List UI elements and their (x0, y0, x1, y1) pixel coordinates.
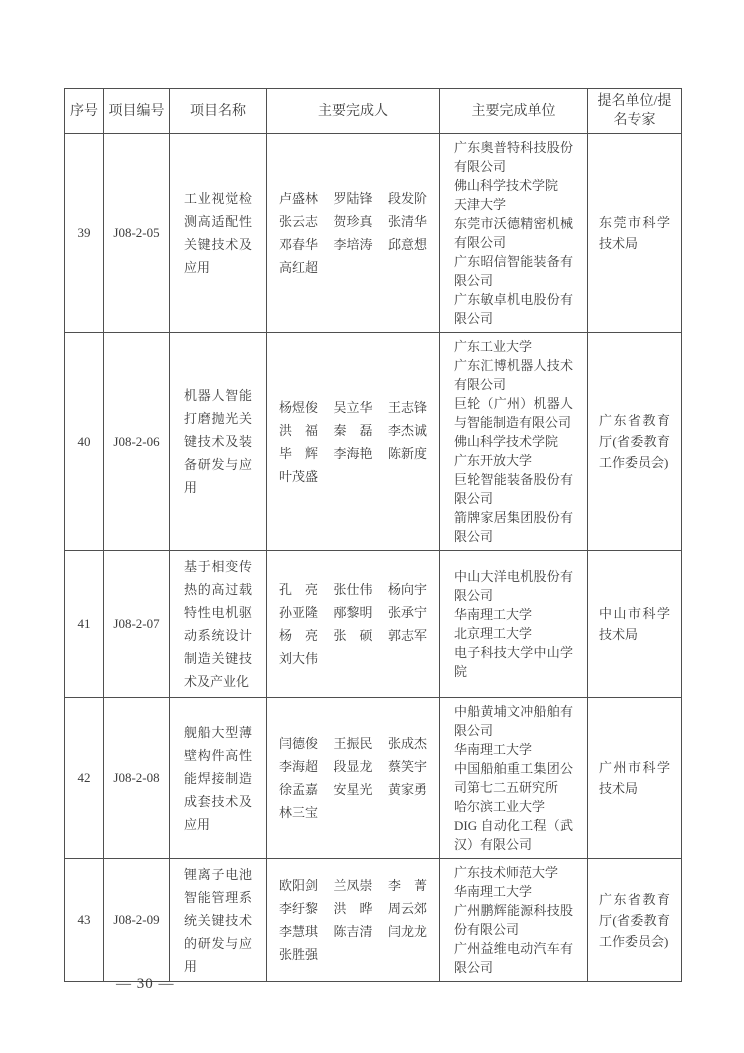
completer-name: 兰凤崇 (333, 878, 373, 893)
units-cell (440, 551, 588, 698)
header-completers: 主要完成人 (267, 89, 440, 134)
unit-name: 佛山科学技术学院 (454, 434, 559, 449)
completer-line (279, 210, 427, 233)
completer-line (279, 647, 427, 670)
project-code-cell: J08-2-08 (104, 698, 170, 859)
completer-line (279, 943, 427, 966)
completer-name: 孔 亮 (279, 582, 319, 597)
completer-name: 陈吉清 (333, 924, 373, 939)
completer-line (279, 601, 427, 624)
table-header (65, 89, 682, 134)
completer-name: 李海艳 (333, 445, 373, 461)
unit-name: 天津大学 (454, 197, 507, 212)
completers-cell (267, 134, 440, 333)
unit-name: 中船黄埔文冲船舶有限公司 (454, 704, 573, 738)
unit-name: 广东昭信智能装备有限公司 (454, 254, 573, 288)
completer-name: 陈新度 (387, 445, 427, 461)
completers-cell (267, 551, 440, 698)
completer-line (279, 396, 427, 419)
unit-name: 华南理工大学 (454, 884, 533, 899)
unit-name: 中山大洋电机股份有限公司 (454, 569, 573, 603)
completer-name: 洪 福 (279, 422, 319, 438)
table-row (65, 698, 682, 859)
units-cell (440, 134, 588, 333)
completer-name: 段显龙 (333, 759, 373, 774)
completer-name: 徐孟嘉 (279, 782, 319, 797)
header-units: 主要完成单位 (440, 89, 588, 134)
completer-name: 郭志军 (387, 628, 427, 643)
completer-name: 杨 亮 (279, 628, 319, 643)
nominator-cell: 广东省教育厅(省委教育工作委员会) (588, 859, 682, 982)
completer-name: 张 硕 (333, 628, 373, 643)
units-cell (440, 698, 588, 859)
completer-name: 张承宁 (387, 605, 427, 620)
completer-name: 李海超 (279, 759, 319, 774)
completer-line (279, 442, 427, 465)
completer-name: 吴立华 (333, 399, 373, 415)
completer-name: 邴黎明 (333, 605, 373, 620)
nominator-cell: 广东省教育厅(省委教育工作委员会) (588, 333, 682, 551)
completer-name: 高红超 (279, 260, 319, 275)
project-name-cell: 锂离子电池智能管理系统关键技术的研发与应用 (170, 859, 267, 982)
unit-name: 广东奥普特科技股份有限公司 (454, 140, 573, 174)
completer-name: 闫德俊 (279, 736, 319, 751)
completer-name: 李培涛 (333, 237, 373, 252)
completer-name: 张清华 (387, 214, 427, 229)
table-row (65, 134, 682, 333)
completer-name: 张仕伟 (333, 582, 373, 597)
completer-name: 李杰诚 (387, 422, 427, 438)
table-row (65, 333, 682, 551)
unit-name: 哈尔滨工业大学 (454, 799, 546, 814)
completer-name: 欧阳剑 (279, 878, 319, 893)
completer-name: 贺珍真 (333, 214, 373, 229)
completer-name: 杨煜俊 (279, 399, 319, 415)
unit-name: 广东技术师范大学 (454, 865, 559, 880)
completer-name: 安星光 (333, 782, 373, 797)
completer-name: 张云志 (279, 214, 319, 229)
completer-name: 刘大伟 (279, 651, 319, 666)
completer-name: 张成杰 (387, 736, 427, 751)
completer-line (279, 624, 427, 647)
unit-name: 巨轮（广州）机器人与智能制造有限公司 (454, 396, 573, 430)
header-project-code: 项目编号 (104, 89, 170, 134)
completer-name: 卢盛林 (279, 191, 319, 206)
awards-table (64, 88, 682, 982)
completer-name: 张胜强 (279, 947, 319, 962)
unit-name: 箭牌家居集团股份有限公司 (454, 510, 573, 544)
nominator-cell: 东莞市科学技术局 (588, 134, 682, 333)
unit-name: 东莞市沃德精密机械有限公司 (454, 216, 573, 250)
completer-name: 罗陆锋 (333, 191, 373, 206)
unit-name: 广东敏卓机电股份有限公司 (454, 292, 573, 326)
units-cell (440, 859, 588, 982)
table-row (65, 859, 682, 982)
completer-line (279, 256, 427, 279)
serial-number-cell: 40 (65, 333, 104, 551)
header-project-name: 项目名称 (170, 89, 267, 134)
header-row (65, 89, 682, 134)
unit-name: 巨轮智能装备股份有限公司 (454, 472, 573, 506)
project-code-cell: J08-2-06 (104, 333, 170, 551)
completer-name: 王振民 (333, 736, 373, 751)
completer-name: 蔡笑宇 (387, 759, 427, 774)
completers-cell (267, 333, 440, 551)
serial-number-cell: 43 (65, 859, 104, 982)
completer-line (279, 874, 427, 897)
unit-name: 广州鹏辉能源科技股份有限公司 (454, 903, 573, 937)
completer-line (279, 801, 427, 824)
project-name-cell: 机器人智能打磨抛光关键技术及装备研发与应用 (170, 333, 267, 551)
completer-name: 李 菁 (387, 878, 427, 893)
serial-number-cell: 41 (65, 551, 104, 698)
table-body (65, 134, 682, 982)
project-name-cell: 基于相变传热的高过载特性电机驱动系统设计制造关键技术及产业化 (170, 551, 267, 698)
project-code-cell: J08-2-05 (104, 134, 170, 333)
completer-name: 王志锋 (387, 399, 427, 415)
completer-name: 洪 晔 (333, 901, 373, 916)
completer-line (279, 465, 427, 488)
units-cell (440, 333, 588, 551)
completer-line (279, 233, 427, 256)
completers-cell (267, 698, 440, 859)
completer-name: 林三宝 (279, 805, 319, 820)
unit-name: 广东工业大学 (454, 339, 533, 354)
unit-name: 佛山科学技术学院 (454, 178, 559, 193)
serial-number-cell: 42 (65, 698, 104, 859)
completer-line (279, 419, 427, 442)
unit-name: DIG 自动化工程（武汉）有限公司 (454, 818, 573, 852)
completer-line (279, 732, 427, 755)
nominator-cell: 广州市科学技术局 (588, 698, 682, 859)
unit-name: 北京理工大学 (454, 626, 533, 641)
header-serial-number: 序号 (65, 89, 104, 134)
header-nominator: 提名单位/提名专家 (588, 89, 682, 134)
unit-name: 华南理工大学 (454, 607, 533, 622)
completer-name: 段发阶 (387, 191, 427, 206)
completer-name: 邓春华 (279, 237, 319, 252)
completer-line (279, 578, 427, 601)
completer-line (279, 920, 427, 943)
project-code-cell: J08-2-07 (104, 551, 170, 698)
unit-name: 广东开放大学 (454, 453, 533, 468)
completer-name: 孙亚隆 (279, 605, 319, 620)
completer-name: 杨向宇 (387, 582, 427, 597)
project-code-cell: J08-2-09 (104, 859, 170, 982)
completer-name: 邱意想 (387, 237, 427, 252)
serial-number-cell: 39 (65, 134, 104, 333)
completer-name: 毕 辉 (279, 445, 319, 461)
project-name-cell: 工业视觉检测高适配性关键技术及应用 (170, 134, 267, 333)
completers-cell (267, 859, 440, 982)
completer-line (279, 897, 427, 920)
completer-name: 李纡黎 (279, 901, 319, 916)
page-number: — 30 — (116, 976, 175, 992)
table-row (65, 551, 682, 698)
unit-name: 电子科技大学中山学院 (454, 645, 573, 679)
nominator-cell: 中山市科学技术局 (588, 551, 682, 698)
completer-name: 李慧琪 (279, 924, 319, 939)
completer-name: 黄家勇 (387, 782, 427, 797)
unit-name: 广东汇博机器人技术有限公司 (454, 358, 573, 392)
completer-name: 秦 磊 (333, 422, 373, 438)
completer-name: 周云郊 (387, 901, 427, 916)
completer-name: 叶茂盛 (279, 468, 319, 484)
unit-name: 广州益维电动汽车有限公司 (454, 941, 573, 975)
completer-line (279, 187, 427, 210)
project-name-cell: 舰船大型薄壁构件高性能焊接制造成套技术及应用 (170, 698, 267, 859)
completer-line (279, 755, 427, 778)
completer-name: 闫龙龙 (387, 924, 427, 939)
unit-name: 中国船舶重工集团公司第七二五研究所 (454, 761, 573, 795)
completer-line (279, 778, 427, 801)
unit-name: 华南理工大学 (454, 742, 533, 757)
